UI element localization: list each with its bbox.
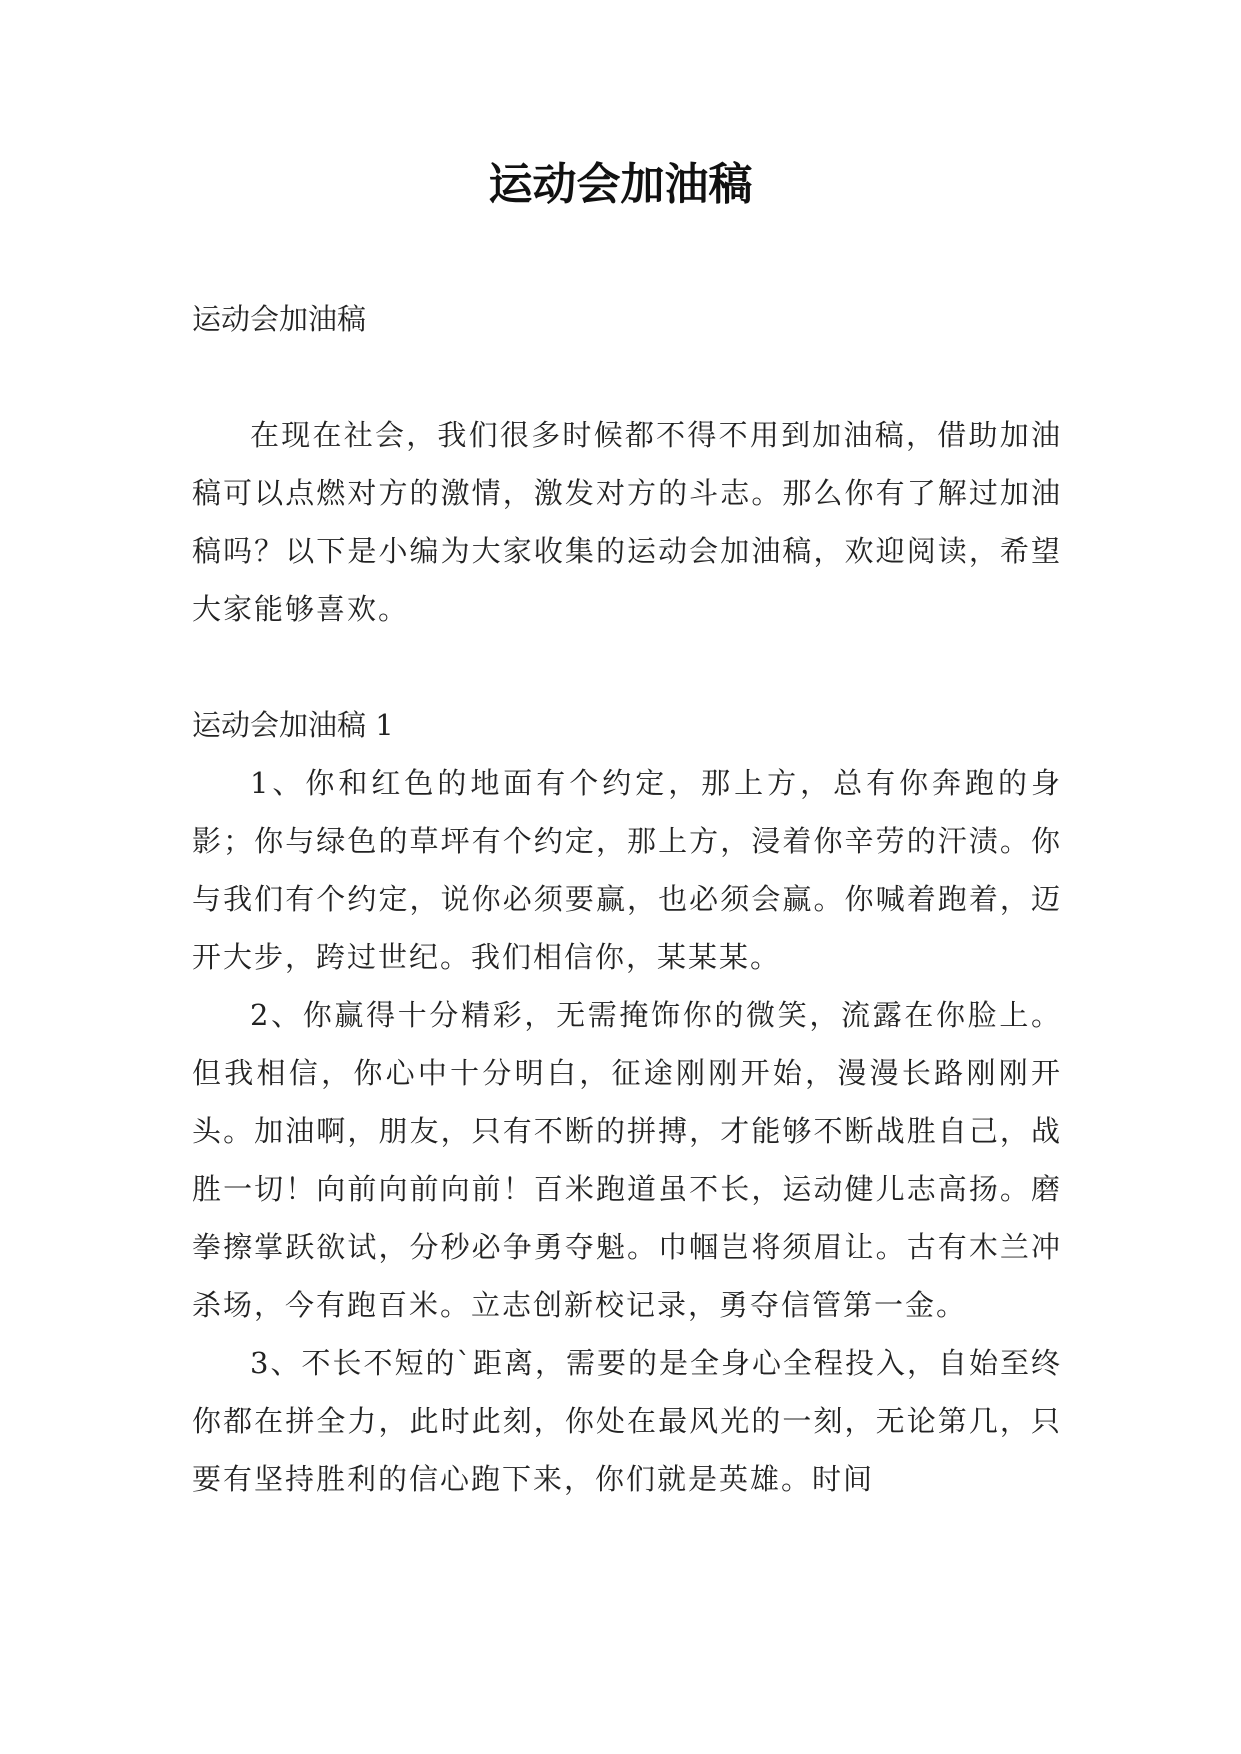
- document-title: 运动会加油稿: [488, 159, 753, 210]
- section-heading: 运动会加油稿 1: [192, 708, 394, 742]
- cheer-paragraph-3: 3、不长不短的`距离，需要的是全身心全程投入，自始至终你都在拼全力，此时此刻，你处在最风光的一刻，无论第几，只要有坚持胜利的信心跑下来，你们就是英雄。时间: [192, 1346, 1062, 1496]
- document-body: [192, 290, 1062, 1508]
- cheer-paragraph-1: 1、你和红色的地面有个约定，那上方，总有你奔跑的身影；你与绿色的草坪有个约定，那上方，浸着你辛劳的汗渍。你与我们有个约定，说你必须要赢，也必须会赢。你喊着跑着，迈开大步，跨过世纪。我们相信你，某某某。: [192, 766, 1062, 974]
- intro-paragraph: 在现在社会，我们很多时候都不得不用到加油稿，借助加油稿可以点燃对方的激情，激发对方的斗志。那么你有了解过加油稿吗？以下是小编为大家收集的运动会加油稿，欢迎阅读，希望大家能够喜欢。: [192, 418, 1062, 626]
- document-subtitle: 运动会加油稿: [192, 302, 367, 336]
- cheer-paragraph-2: 2、你赢得十分精彩，无需掩饰你的微笑，流露在你脸上。但我相信，你心中十分明白，征途刚刚开始，漫漫长路刚刚开头。加油啊，朋友，只有不断的拼搏，才能够不断战胜自己，战胜一切！向前向前向前！百米跑道虽不长，运动健儿志高扬。磨拳擦掌跃欲试，分秒必争勇夺魁。巾帼岂将须眉让。古有木兰冲杀场，今有跑百米。立志创新校记录，勇夺信管第一金。: [192, 998, 1062, 1322]
